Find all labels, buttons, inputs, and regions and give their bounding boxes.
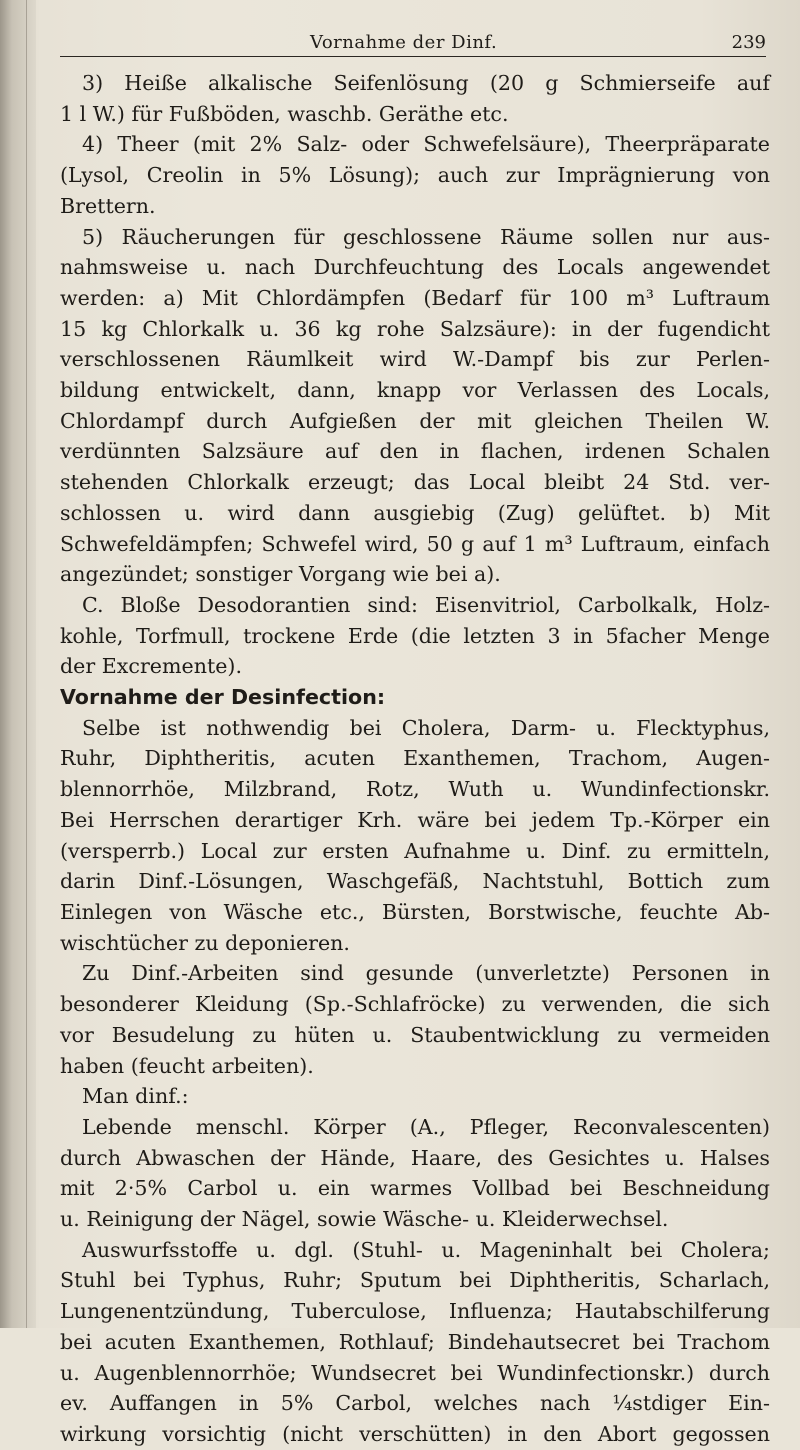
text-line: verschlossenen Räumlkeit wird W.-Dampf bis zur Perlen- [60,347,770,372]
text-line: 5) Räucherungen für geschlossene Räume sollen nur aus- [82,224,770,249]
page-number: 239 [731,32,766,53]
text-line: besonderer Kleidung (Sp.-Schlafröcke) zu verwenden, die sich [60,992,770,1017]
text-line: mit 2·5% Carbol u. ein warmes Vollbad bei Beschneidung [60,1176,770,1201]
text-line: Chlordampf durch Aufgießen der mit gleichen Theilen W. [60,408,770,433]
text-line: wischtücher zu deponieren. [60,930,350,955]
text-line: kohle, Torfmull, trockene Erde (die letzten 3 in 5facher Menge [60,623,770,648]
text-line: Schwefeldämpfen; Schwefel wird, 50 g auf 1 m³ Luftraum, einfach [60,531,770,556]
text-line: ev. Auffangen in 5% Carbol, welches nach ¼stdiger Ein- [60,1391,770,1416]
text-line: (versperrb.) Local zur ersten Aufnahme u. Dinf. zu ermitteln, [60,838,770,863]
text-line: stehenden Chlorkalk erzeugt; das Local bleibt 24 Std. ver- [60,470,770,495]
text-line: Brettern. [60,193,156,218]
text-line: nahmsweise u. nach Durchfeuchtung des Locals angewendet [60,255,770,280]
text-line: wirkung vorsichtig (nicht verschütten) in den Abort gegossen [60,1421,770,1446]
text-line: Selbe ist nothwendig bei Cholera, Darm- u. Flecktyphus, [82,715,770,740]
text-line: u. Augenblennorrhöe; Wundsecret bei Wundinfectionskr.) durch [60,1360,770,1385]
text-line: werden: a) Mit Chlordämpfen (Bedarf für 100 m³ Luftraum [60,285,770,310]
text-line: Man dinf.: [82,1084,189,1109]
text-line: blennorrhöe, Milzbrand, Rotz, Wuth u. Wundinfectionskr. [60,777,770,802]
text-line: vor Besudelung zu hüten u. Staubentwicklung zu vermeiden [60,1022,770,1047]
text-line: u. Reinigung der Nägel, sowie Wäsche- u. Kleiderwechsel. [60,1207,669,1232]
text-line: Bei Herrschen derartiger Krh. wäre bei jedem Tp.-Körper ein [60,807,770,832]
text-line: Lebende menschl. Körper (A., Pfleger, Reconvalescenten) [82,1114,770,1139]
text-line: 15 kg Chlorkalk u. 36 kg rohe Salzsäure): in der fugendicht [60,316,770,341]
page-binding-edge [0,0,36,1328]
text-line: 4) Theer (mit 2% Salz- oder Schwefelsäure), Theerpräparate [82,132,770,157]
page-gutter-line [26,0,27,1328]
text-line: bildung entwickelt, dann, knapp vor Verlassen des Locals, [60,378,770,403]
text-line: Ruhr, Diphtheritis, acuten Exanthemen, Trachom, Augen- [60,746,770,771]
body-text [60,68,770,1450]
text-line: darin Dinf.-Lösungen, Waschgefäß, Nachtstuhl, Bottich zum [60,869,770,894]
text-line: Lungenentzündung, Tuberculose, Influenza; Hautabschilferung [60,1299,770,1324]
text-line: bei acuten Exanthemen, Rothlauf; Bindehautsecret bei Trachom [60,1329,770,1354]
text-line: Auswurfsstoffe u. dgl. (Stuhl- u. Mageninhalt bei Cholera; [82,1237,770,1262]
text-line: 3) Heiße alkalische Seifenlösung (20 g Schmierseife auf [82,71,770,95]
text-line: (Lysol, Creolin in 5% Lösung); auch zur Imprägnierung von [60,163,770,188]
text-line: verdünnten Salzsäure auf den in flachen, irdenen Schalen [60,439,770,464]
running-title: Vornahme der Dinf. [310,32,498,53]
section-heading: Vornahme der Desinfection: [60,685,386,710]
text-line: Einlegen von Wäsche etc., Bürsten, Borstwische, feuchte Ab- [60,899,770,924]
text-line: Zu Dinf.-Arbeiten sind gesunde (unverletzte) Personen in [82,961,770,986]
text-line: angezündet; sonstiger Vorgang wie bei a). [60,562,501,587]
text-line: haben (feucht arbeiten). [60,1053,314,1078]
page-header [60,30,766,58]
text-line: der Excremente). [60,654,242,679]
text-line: C. Bloße Desodorantien sind: Eisenvitriol, Carbolkalk, Holz- [82,592,770,617]
text-line: 1 l W.) für Fußböden, waschb. Geräthe etc. [60,101,509,126]
text-line: Stuhl bei Typhus, Ruhr; Sputum bei Diphtheritis, Scharlach, [60,1268,770,1293]
text-line: durch Abwaschen der Hände, Haare, des Gesichtes u. Halses [60,1145,770,1170]
text-line: schlossen u. wird dann ausgiebig (Zug) gelüftet. b) Mit [60,500,770,525]
header-rule [60,56,766,57]
